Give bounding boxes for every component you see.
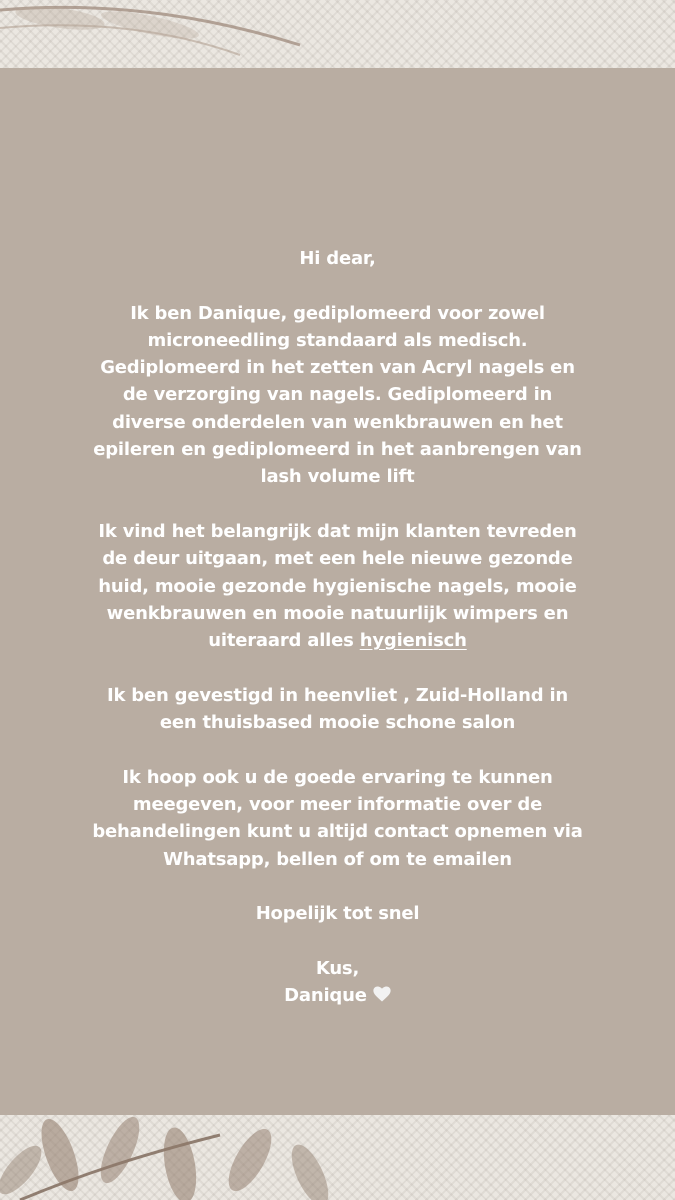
heart-icon	[373, 982, 391, 1009]
contact-paragraph: Ik hoop ook u de goede ervaring te kunnen meegeven, voor meer informatie over de behandelingen kunt u altijd contact opnemen via Whatsapp, bellen of om te emailen	[92, 766, 583, 870]
hygienisch-link[interactable]: hygienisch	[359, 630, 467, 652]
leaf-decoration-top	[0, 0, 675, 68]
about-text	[90, 245, 585, 1009]
intro-paragraph: Ik ben Danique, gediplomeerd voor zowel microneedling standaard als medisch. Gediplomeerd in het zetten van Acryl nagels en de verzorging van nagels. Gediplomeerd in diverse onderdelen van wenkbrauwen en het epileren en gediplomeerd in het aanbrengen van lash volume lift	[93, 302, 582, 488]
values-paragraph	[90, 518, 585, 654]
signoff: Kus,	[315, 957, 360, 979]
location-paragraph: Ik ben gevestigd in heenvliet , Zuid-Holland in een thuisbased mooie schone salon	[106, 684, 569, 734]
values-text: Ik vind het belangrijk dat mijn klanten tevreden de deur uitgaan, met een hele nieuwe gezonde huid, mooie gezonde hygienische nagels, mooie wenkbrauwen en mooie natuurlijk wimpers en uiteraard alles	[98, 520, 577, 652]
greeting: Hi dear,	[299, 248, 376, 269]
leaf-decoration-bottom	[0, 1115, 675, 1200]
closing-line: Hopelijk tot snel	[255, 903, 420, 925]
signature-name: Danique	[284, 985, 367, 1007]
signature-block	[90, 955, 585, 1010]
